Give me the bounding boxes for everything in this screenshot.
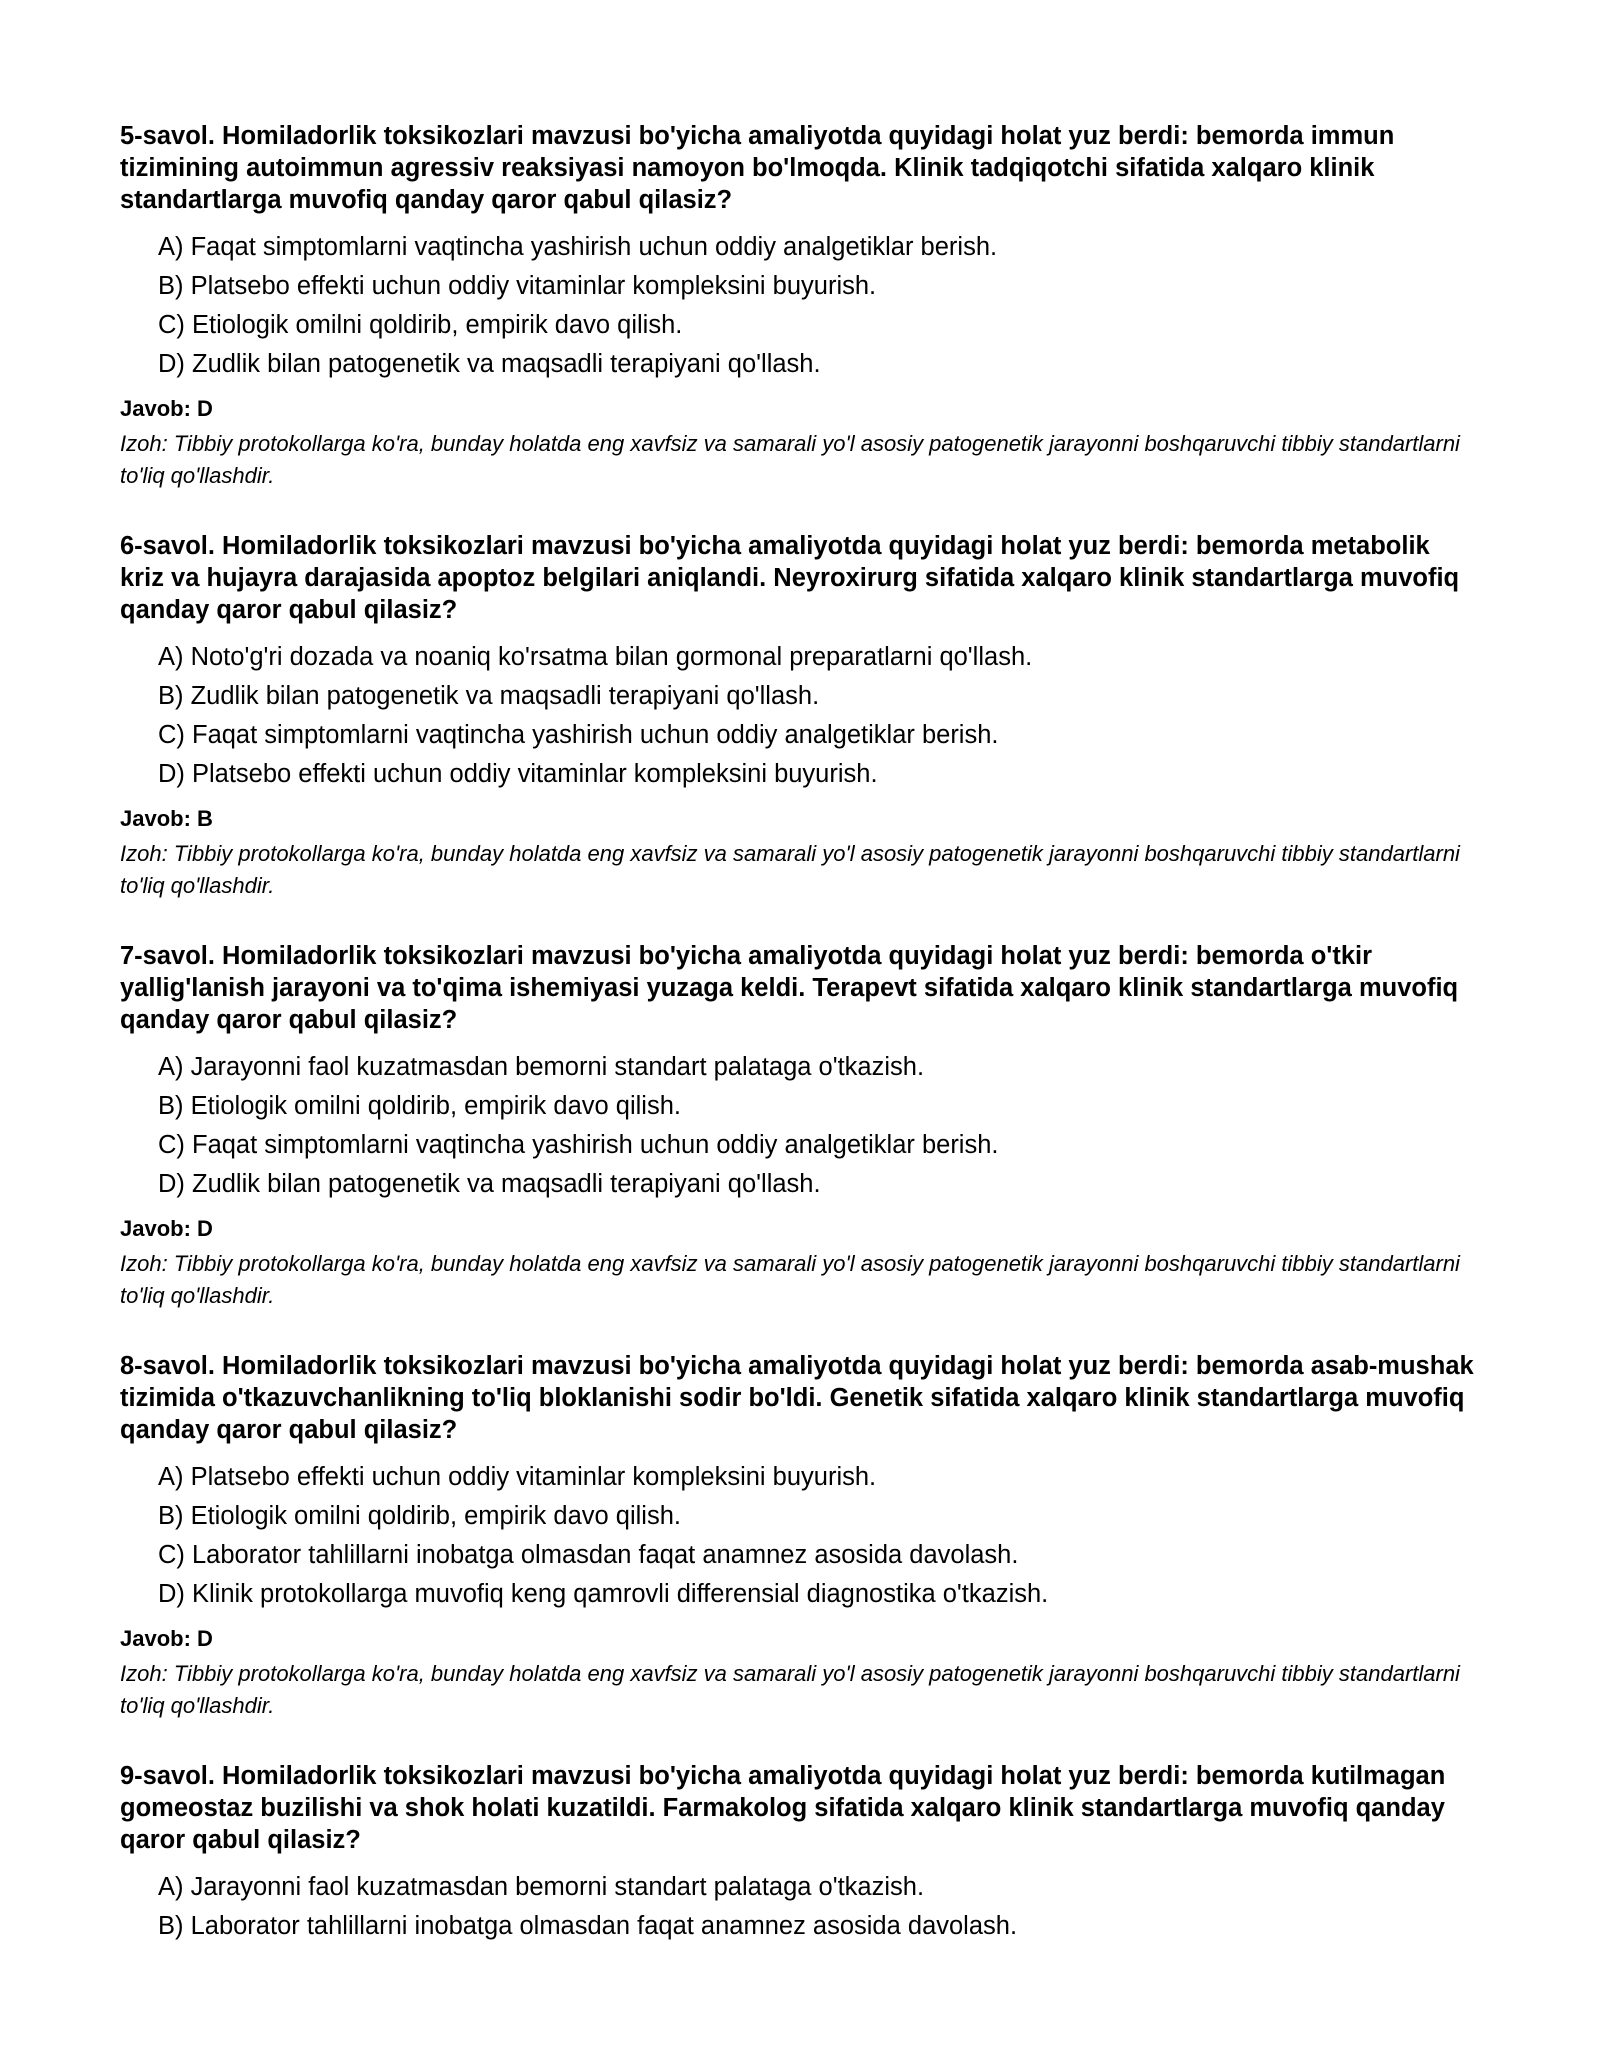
option-c: C) Faqat simptomlarni vaqtincha yashirish uchun oddiy analgetiklar berish. [158,1131,999,1159]
answer-label: Javob: D [120,1216,213,1241]
answer-label: Javob: D [120,1626,213,1651]
option-d: D) Klinik protokollarga muvofiq keng qamrovli differensial diagnostika o'tkazish. [158,1580,1049,1608]
question-title: 7-savol. Homiladorlik toksikozlari mavzusi bo'yicha amaliyotda quyidagi holat yuz berdi: bemorda o'tkir yallig'lanish jarayoni va to'qima ishemiyasi yuzaga keldi. Terapevt sifatida xalqaro klinik standartlarga muvofiq qanday qaror qabul qilasiz? [120,942,1459,1034]
option-list [120,1458,1480,1614]
option-d: D) Platsebo effekti uchun oddiy vitaminlar kompleksini buyurish. [158,760,878,788]
option-a: A) Platsebo effekti uchun oddiy vitaminlar kompleksini buyurish. [158,1463,877,1491]
option-list [120,1868,1480,1946]
question-title: 6-savol. Homiladorlik toksikozlari mavzusi bo'yicha amaliyotda quyidagi holat yuz berdi: bemorda metabolik kriz va hujayra darajasida apoptoz belgilari aniqlandi. Neyroxirurg sifatida xalqaro klinik standartlarga muvofiq qanday qaror qabul qilasiz? [120,532,1460,624]
option-a: A) Noto'g'ri dozada va noaniq ko'rsatma bilan gormonal preparatlarni qo'llash. [158,643,1033,671]
question-8 [120,1350,1480,1722]
option-b: B) Etiologik omilni qoldirib, empirik davo qilish. [158,1502,681,1530]
option-b: B) Laborator tahlillarni inobatga olmasdan faqat anamnez asosida davolash. [158,1912,1018,1940]
explanation-text: Izoh: Tibbiy protokollarga ko'ra, bunday holatda eng xavfsiz va samarali yo'l asosiy patogenetik jarayonni boshqaruvchi tibbiy standartlarni to'liq qo'llashdir. [120,1661,1460,1718]
question-6 [120,530,1480,902]
question-title: 8-savol. Homiladorlik toksikozlari mavzusi bo'yicha amaliyotda quyidagi holat yuz berdi: bemorda asab-mushak tizimida o'tkazuvchanlikning to'liq bloklanishi sodir bo'ldi. Genetik sifatida xalqaro klinik standartlarga muvofiq qanday qaror qabul qilasiz? [120,1352,1474,1444]
option-d: D) Zudlik bilan patogenetik va maqsadli terapiyani qo'llash. [158,1170,821,1198]
explanation-text: Izoh: Tibbiy protokollarga ko'ra, bunday holatda eng xavfsiz va samarali yo'l asosiy patogenetik jarayonni boshqaruvchi tibbiy standartlarni to'liq qo'llashdir. [120,1251,1460,1308]
option-b: B) Etiologik omilni qoldirib, empirik davo qilish. [158,1092,681,1120]
explanation-text: Izoh: Tibbiy protokollarga ko'ra, bunday holatda eng xavfsiz va samarali yo'l asosiy patogenetik jarayonni boshqaruvchi tibbiy standartlarni to'liq qo'llashdir. [120,841,1460,898]
option-a: A) Jarayonni faol kuzatmasdan bemorni standart palataga o'tkazish. [158,1873,925,1901]
option-b: B) Platsebo effekti uchun oddiy vitaminlar kompleksini buyurish. [158,272,877,300]
option-c: C) Faqat simptomlarni vaqtincha yashirish uchun oddiy analgetiklar berish. [158,721,999,749]
document-page [120,120,1480,1984]
answer-label: Javob: B [120,806,213,831]
option-a: A) Faqat simptomlarni vaqtincha yashirish uchun oddiy analgetiklar berish. [158,233,998,261]
option-list [120,1048,1480,1204]
option-b: B) Zudlik bilan patogenetik va maqsadli terapiyani qo'llash. [158,682,820,710]
explanation-text: Izoh: Tibbiy protokollarga ko'ra, bunday holatda eng xavfsiz va samarali yo'l asosiy patogenetik jarayonni boshqaruvchi tibbiy standartlarni to'liq qo'llashdir. [120,431,1460,488]
answer-label: Javob: D [120,396,213,421]
option-c: C) Etiologik omilni qoldirib, empirik davo qilish. [158,311,683,339]
option-list [120,228,1480,384]
question-title: 5-savol. Homiladorlik toksikozlari mavzusi bo'yicha amaliyotda quyidagi holat yuz berdi: bemorda immun tizimining autoimmun agressiv reaksiyasi namoyon bo'lmoqda. Klinik tadqiqotchi sifatida xalqaro klinik standartlarga muvofiq qanday qaror qabul qilasiz? [120,122,1395,214]
question-7 [120,940,1480,1312]
question-5 [120,120,1480,492]
question-9 [120,1760,1480,1946]
option-a: A) Jarayonni faol kuzatmasdan bemorni standart palataga o'tkazish. [158,1053,925,1081]
option-list [120,638,1480,794]
question-title: 9-savol. Homiladorlik toksikozlari mavzusi bo'yicha amaliyotda quyidagi holat yuz berdi: bemorda kutilmagan gomeostaz buzilishi va shok holati kuzatildi. Farmakolog sifatida xalqaro klinik standartlarga muvofiq qanday qaror qabul qilasiz? [120,1762,1446,1854]
option-d: D) Zudlik bilan patogenetik va maqsadli terapiyani qo'llash. [158,350,821,378]
option-c: C) Laborator tahlillarni inobatga olmasdan faqat anamnez asosida davolash. [158,1541,1019,1569]
